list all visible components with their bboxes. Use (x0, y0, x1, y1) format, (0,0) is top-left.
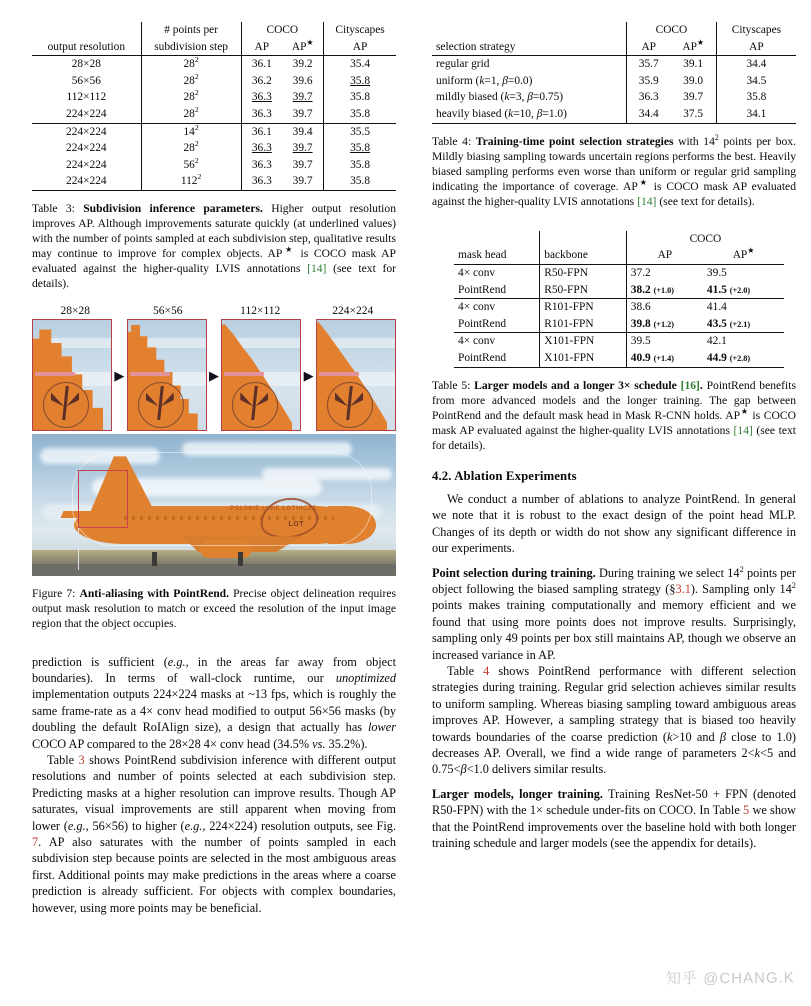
table-3-caption-tail-a: is COCO mask AP evaluated against the higher-quality LVIS annotations (32, 247, 396, 276)
cell-strategy: mildly biased (k=3, β=0.75) (436, 91, 564, 104)
cell-ap-star: 39.7 (292, 107, 313, 120)
cell-points: $28^2$ (141, 56, 241, 73)
table3-bottom-rule (32, 190, 396, 191)
table3-group-b-row-1 (32, 140, 396, 157)
cell-city: 35.8 (324, 106, 396, 123)
section-3-1-reference-link[interactable]: 3.1 (675, 581, 691, 596)
text-run: Table (447, 664, 484, 678)
cell-ap-star: 44.9 (+2.8) (706, 352, 751, 365)
text-run: 35.2%). (325, 736, 368, 751)
crop-image-112 (221, 319, 301, 431)
table3-header-city-ap: AP (324, 39, 396, 56)
arrow-icon: ▶ (114, 367, 125, 383)
table-3-caption-body: Higher output resolution improves AP. Although improvements saturate quickly (at underlined values) with the number of points sampled at each subdivision step, qualitative results may continue to improve for complex objects. AP (32, 201, 396, 261)
table-4-caption-body: points per box. Mildly biasing sampling towards uncertain regions performs the best. Heavily biased sampling performs even worse than uniform or regular grid sampling indicating the importance of coverage. AP (432, 134, 796, 193)
cell-city: 34.5 (716, 73, 796, 90)
cell-ap: 36.2 (241, 73, 282, 90)
cell-ap-star: 39.7 (292, 158, 313, 171)
cell-res: 56×56 (71, 74, 101, 87)
watermark: 知乎 @CHANG.K (666, 969, 796, 988)
text-run: close to 1.0) decreases AP. Overall, we find a wide range of parameters 2< (432, 729, 797, 761)
table-4-caption-title: Training-time point selection strategies (475, 134, 674, 148)
emphasis-eg: e.g. (67, 818, 86, 833)
cell-backbone: R50-FPN (540, 282, 627, 299)
cell-points: $14^2$ (141, 123, 241, 140)
cell-city: 35.8 (716, 89, 796, 106)
tail-logo-bird (240, 386, 270, 420)
table3-header-points-line1: # points per (141, 22, 241, 39)
table-5 (454, 231, 784, 368)
citation-14[interactable]: [14] (733, 423, 753, 437)
table4-header-strategy: selection strategy (436, 40, 516, 53)
cell-res: 224×224 (66, 158, 107, 171)
cell-ap-star: 42.1 (703, 333, 784, 350)
cell-ap: 36.3 (627, 89, 671, 106)
cell-ap-star: 39.7 (683, 91, 704, 104)
table4-row-2 (432, 89, 796, 106)
table3-header-blank (32, 22, 141, 39)
text-run: <5 and 0.75< (432, 746, 797, 777)
text-run: implementation outputs 224×224 masks at ~13 fps, which is roughly the same frame-rate as a 4× conv head modified to output 56×56 masks (by doubling the default RoIAlign size), a design that actually has (32, 687, 396, 735)
cell-ap: 38.6 (626, 299, 703, 316)
plane-titling: POLSKIE LINIE LOTNICZE (230, 506, 317, 513)
math-beta: β (719, 729, 726, 744)
table3-group-b-row-3 (32, 173, 396, 190)
cell-ap-star: 39.7 (292, 175, 313, 188)
cell-ap: 36.1 (241, 123, 282, 140)
cell-points: $112^2$ (141, 173, 241, 190)
cell-res: 112×112 (66, 91, 107, 104)
ap-star-mark: ★ (696, 37, 704, 47)
math-beta: β (460, 762, 467, 777)
superscript-2: 2 (791, 580, 796, 590)
figure-7-caption-body: Precise object delineation requires output mask resolution to match or exceed the resolution of the input image region that the object occupies. (32, 587, 396, 631)
right-paragraph-point-selection (432, 565, 796, 663)
text-run: , 224×224) resolution outputs, see Fig. (202, 818, 396, 833)
table5-group-1-row-1 (454, 316, 784, 333)
cell-mask-head: PointRend (458, 283, 507, 296)
figure-7-crop-row (32, 319, 396, 431)
table-4-reference-link[interactable]: 4 (483, 664, 490, 678)
text-run: Table (47, 752, 79, 767)
cell-ap: 39.5 (626, 333, 703, 350)
cell-ap: 36.3 (241, 106, 282, 123)
figure-7-reference-link[interactable]: 7 (32, 834, 39, 849)
arrow-icon: ▶ (303, 367, 314, 383)
text-run: >10 and (672, 729, 720, 744)
crop-label-3: 224×224 (332, 305, 374, 318)
cell-ap: 36.3 (241, 89, 282, 106)
text-run: Training ResNet-50 + FPN (denoted R50-FPN) with the 1× schedule under-fits on COCO. In Table (432, 786, 796, 818)
ap-star-mark: ★ (306, 37, 314, 47)
cell-city: 35.8 (324, 157, 396, 174)
cell-strategy: heavily biased (k=10, β=1.0) (436, 107, 567, 120)
table-4-caption-tail-b: (see text for details). (656, 194, 755, 208)
ap-star-mark: ★ (740, 406, 749, 416)
crop-label-2: 112×112 (240, 305, 281, 318)
cell-city: 34.4 (716, 56, 796, 73)
emphasis-unoptimized: unoptimized (335, 670, 396, 685)
cell-backbone: R101-FPN (540, 316, 627, 333)
cell-mask-head: 4× conv (454, 299, 540, 316)
table3-group-a-row-3 (32, 106, 396, 123)
table5-header-mask-head: mask head (458, 249, 507, 262)
table-4-caption (432, 134, 796, 209)
text-run: points makes training computationally and memory efficient and we found that using more points does not improve results. Surprisingly, sampling only 49 points per box still maintains AP, though we observe an increased variance in AP. (432, 598, 796, 662)
table-row (454, 231, 784, 248)
text-run: shows PointRend performance with different selection strategies during training. Regular grid selection achieves similar results to uniform sampling. Whereas biasing sampling toward ambiguous areas improves AP. However, a sampling strategy that is biased too heavily towards boundaries of the coarse prediction ( (432, 664, 796, 744)
crop-image-56 (127, 319, 207, 431)
cell-ap: 36.1 (241, 56, 282, 73)
cell-ap-star: 39.0 (683, 74, 704, 87)
crop-label-1: 56×56 (153, 305, 183, 318)
table-3-caption-tail-b: (see text for details). (32, 262, 396, 291)
table-5-caption-tail-a: is COCO mask AP evaluated against the higher-quality LVIS annotations (432, 408, 796, 437)
run-in-heading: Point selection during training. (432, 565, 596, 580)
cell-city: 34.1 (716, 106, 796, 123)
citation-16[interactable]: [16] (680, 378, 700, 392)
table5-group-0-row-0 (454, 265, 784, 282)
cell-mask-head: 4× conv (454, 333, 540, 350)
cell-mask-head: 4× conv (454, 265, 540, 282)
zoom-leader-line (78, 526, 79, 570)
cell-ap: 35.7 (627, 56, 671, 73)
nose-cone (328, 506, 376, 544)
tail-logo-bird (146, 386, 176, 420)
cell-ap-star: 41.4 (703, 299, 784, 316)
runway-strip (32, 564, 396, 576)
right-paragraph-table4-discussion (432, 663, 796, 778)
cell-ap-star: 41.5 (+2.0) (706, 283, 751, 296)
table-5-caption-title: Larger models and a longer 3× schedule (474, 378, 677, 392)
table3-group-b-row-2 (32, 157, 396, 174)
table-3-caption-title: Subdivision inference parameters. (83, 201, 263, 215)
cell-ap: 34.4 (627, 106, 671, 123)
table-row (432, 39, 796, 56)
citation-14[interactable]: [14] (637, 194, 657, 208)
text-run: prediction is sufficient ( (32, 654, 168, 669)
cell-city: 35.4 (324, 56, 396, 73)
table3-header-coco-group: COCO (241, 22, 324, 39)
cell-res: 28×28 (32, 56, 141, 73)
superscript-2: 2 (714, 132, 719, 142)
emphasis-vs: vs. (312, 736, 326, 751)
figure-7-caption-title: Anti-aliasing with PointRend. (79, 587, 230, 601)
cell-city: 35.8 (324, 173, 396, 190)
table-row (32, 39, 396, 56)
table3-group-a-row-0 (32, 56, 396, 73)
table-3-caption (32, 201, 396, 291)
left-paragraph-1 (32, 654, 396, 752)
cell-points: $28^2$ (141, 140, 241, 157)
table3-header-points-line2: subdivision step (141, 39, 241, 56)
cell-ap-star: 39.6 (292, 74, 313, 87)
tail-logo-bird (335, 386, 365, 420)
figure-7-crop-labels (32, 305, 396, 317)
cell-points: $56^2$ (141, 157, 241, 174)
table-row (454, 247, 784, 264)
cell-ap: 35.9 (627, 73, 671, 90)
table-5-caption-tail-b: (see text for details). (432, 423, 796, 452)
table5-header-ap: AP (626, 247, 703, 264)
emphasis-eg: e.g. (184, 818, 203, 833)
text-run: , in the areas far away from object boundaries). In terms of wall-clock runtime, our (32, 654, 396, 685)
cell-ap-star: 43.5 (+2.1) (706, 317, 751, 330)
ap-star-mark: ★ (637, 177, 649, 187)
table5-group-1-row-0 (454, 299, 784, 316)
cell-mask-head: PointRend (458, 352, 507, 365)
table5-header-blank-2 (540, 231, 627, 248)
table3-group-b-row-0 (32, 123, 396, 140)
text-run: points per object following the biased sampling strategy (§ (432, 565, 796, 596)
zoom-region-box (78, 470, 128, 528)
table-5-caption-label: Table 5: (432, 378, 471, 392)
section-heading-4-2: 4.2. Ablation Experiments (432, 468, 577, 483)
left-column (32, 22, 396, 916)
table3-header-ap: AP (241, 39, 282, 56)
math-k: k (754, 746, 761, 761)
cell-city: 35.5 (324, 123, 396, 140)
table4-row-0 (432, 56, 796, 73)
landing-gear-main (238, 552, 243, 566)
cell-ap-star: 39.7 (292, 91, 313, 104)
left-paragraph-2 (32, 752, 396, 916)
ap-star-mark: ★ (282, 245, 295, 255)
arrow-icon: ▶ (209, 367, 219, 383)
math-k: k (666, 729, 673, 744)
text-run: COCO AP compared to the 28×28 4× conv head (34.5% (32, 736, 313, 751)
crop-label-0: 28×28 (60, 305, 90, 318)
cell-ap-star: 39.2 (282, 56, 323, 73)
table5-header-backbone: backbone (540, 247, 627, 264)
cell-res: 224×224 (66, 107, 107, 120)
table-4-caption-tail-a: is COCO mask AP evaluated against the higher-quality LVIS annotations (432, 179, 796, 208)
cell-mask-head: PointRend (458, 317, 507, 330)
right-paragraph-1: We conduct a number of ablations to analyze PointRend. In general we note that it is robust to the exact design of the point head MLP. Changes of its depth or width do not show any significant difference in our experiments. (432, 491, 796, 556)
text-run: shows PointRend subdivision inference with different output resolutions and number of points selected at each subdivision step. Predicting masks at a higher resolution can improve results. Though AP saturates, visual improvements are still apparent when moving from lower ( (32, 752, 396, 833)
table5-group-2-row-0 (454, 333, 784, 350)
table-5-reference-link[interactable]: 5 (743, 803, 750, 818)
table4-header-ap-star: AP★ (682, 37, 704, 53)
cell-ap-star: 39.1 (670, 56, 716, 73)
citation-14[interactable]: [14] (307, 262, 327, 276)
cell-res: 224×224 (66, 175, 107, 188)
cell-ap: 38.2 (+1.0) (626, 282, 703, 299)
text-run: <1.0 delivers similar results. (466, 762, 607, 777)
table-4-caption-mid: with 14 (673, 134, 715, 148)
emphasis-lower: lower (367, 720, 396, 735)
text-run: ). Sampling only 14 (690, 581, 792, 596)
table5-header-blank-1 (454, 231, 540, 248)
figure-7-airplane-photo (32, 434, 396, 576)
figure-7-caption (32, 586, 396, 631)
emphasis-eg: e.g. (167, 654, 186, 669)
cell-city: 35.8 (324, 140, 396, 157)
table-row (432, 22, 796, 39)
table3-group-a-row-1 (32, 73, 396, 90)
figure-7 (32, 305, 396, 631)
text-run: , 56×56) to higher ( (85, 818, 185, 833)
cell-strategy: uniform (k=1, β=0.0) (436, 74, 533, 87)
cell-backbone: R101-FPN (540, 299, 627, 316)
airline-logo-text: LOT (288, 521, 304, 529)
cell-backbone: X101-FPN (540, 350, 627, 367)
crop-image-224 (316, 319, 396, 431)
table-row (32, 22, 396, 39)
table3-group-a-row-2 (32, 89, 396, 106)
table-3-caption-label: Table 3: (32, 201, 75, 215)
cell-city: 35.8 (324, 73, 396, 90)
cell-ap-star: 39.7 (292, 142, 313, 155)
cell-ap: 36.3 (241, 140, 282, 157)
table5-header-coco-group: COCO (626, 231, 784, 248)
cell-backbone: R50-FPN (540, 265, 627, 282)
cell-strategy: regular grid (432, 56, 627, 73)
text-run: . AP also saturates with the number of points sampled in each subdivision step because points are selected in the most ambiguous areas first. Additional points may make predictions in the areas where a coarse prediction is already sufficient. For objects with complex boundaries, however, using more points may be beneficial. (32, 834, 396, 915)
ap-star-mark: ★ (747, 246, 755, 256)
table-3 (32, 22, 396, 191)
figure-7-caption-label: Figure 7: (32, 587, 76, 601)
table-3-reference-link[interactable]: 3 (78, 752, 85, 767)
table4-row-3 (432, 106, 796, 123)
text-run: During training we select 14 (595, 565, 740, 580)
cell-ap-star: 37.5 (683, 107, 704, 120)
table4-header-blank (432, 22, 627, 39)
cell-ap-star: 39.5 (703, 265, 784, 282)
table4-header-cityscapes-group: Cityscapes (716, 22, 796, 39)
table4-bottom-rule (432, 123, 796, 124)
engine (200, 540, 252, 558)
table-5-caption-body: PointRend benefits from more advanced models and the longer training. The gap between PointRend and the default mask head in Mask R-CNN holds. AP (432, 378, 796, 422)
cell-points: $28^2$ (141, 73, 241, 90)
table4-row-1 (432, 73, 796, 90)
table5-header-ap-star: AP★ (732, 246, 755, 262)
cell-backbone: X101-FPN (540, 333, 627, 350)
cell-ap-star: 39.4 (282, 123, 323, 140)
cell-res: 224×224 (66, 142, 107, 155)
cell-ap: 39.8 (+1.2) (626, 316, 703, 333)
table3-header-cityscapes-group: Cityscapes (324, 22, 396, 39)
table-4-caption-label: Table 4: (432, 134, 472, 148)
cell-city: 35.8 (324, 89, 396, 106)
cell-points: $28^2$ (141, 89, 241, 106)
table5-group-2-row-1 (454, 350, 784, 367)
cell-res: 224×224 (32, 123, 141, 140)
cell-ap: 36.3 (241, 173, 282, 190)
table3-header-output-resolution: output resolution (47, 40, 126, 53)
cell-ap: 36.3 (241, 157, 282, 174)
table3-header-ap-star: AP★ (291, 37, 314, 53)
landing-gear-front (152, 552, 157, 566)
table5-group-0-row-1 (454, 282, 784, 299)
table5-bottom-rule (454, 367, 784, 368)
cell-ap: 40.9 (+1.4) (626, 350, 703, 367)
table4-header-coco-group: COCO (627, 22, 717, 39)
table-5-caption: Table 5: Larger models and a longer 3× schedule [16]. PointRend benefits from more advanced models and the longer training. The gap between PointRend and the default mask head in Mask R-CNN holds. AP★ is COCO mask AP evaluated against the higher-quality LVIS annotations [14] (see text for details). (432, 378, 796, 452)
superscript-2: 2 (739, 564, 744, 574)
table4-header-ap: AP (627, 39, 671, 56)
cell-ap: 37.2 (626, 265, 703, 282)
right-paragraph-larger-models (432, 786, 796, 852)
right-column (432, 22, 796, 851)
crop-image-28 (32, 319, 112, 431)
table-4 (432, 22, 796, 124)
tail-logo-bird (51, 386, 81, 420)
text-run: we show that the PointRend improvements over the baseline hold with both longer training schedule and larger models (see the appendix for details). (432, 803, 796, 851)
table4-header-city-ap: AP (716, 39, 796, 56)
run-in-heading: Larger models, longer training. (432, 786, 604, 801)
cell-points: $28^2$ (141, 106, 241, 123)
